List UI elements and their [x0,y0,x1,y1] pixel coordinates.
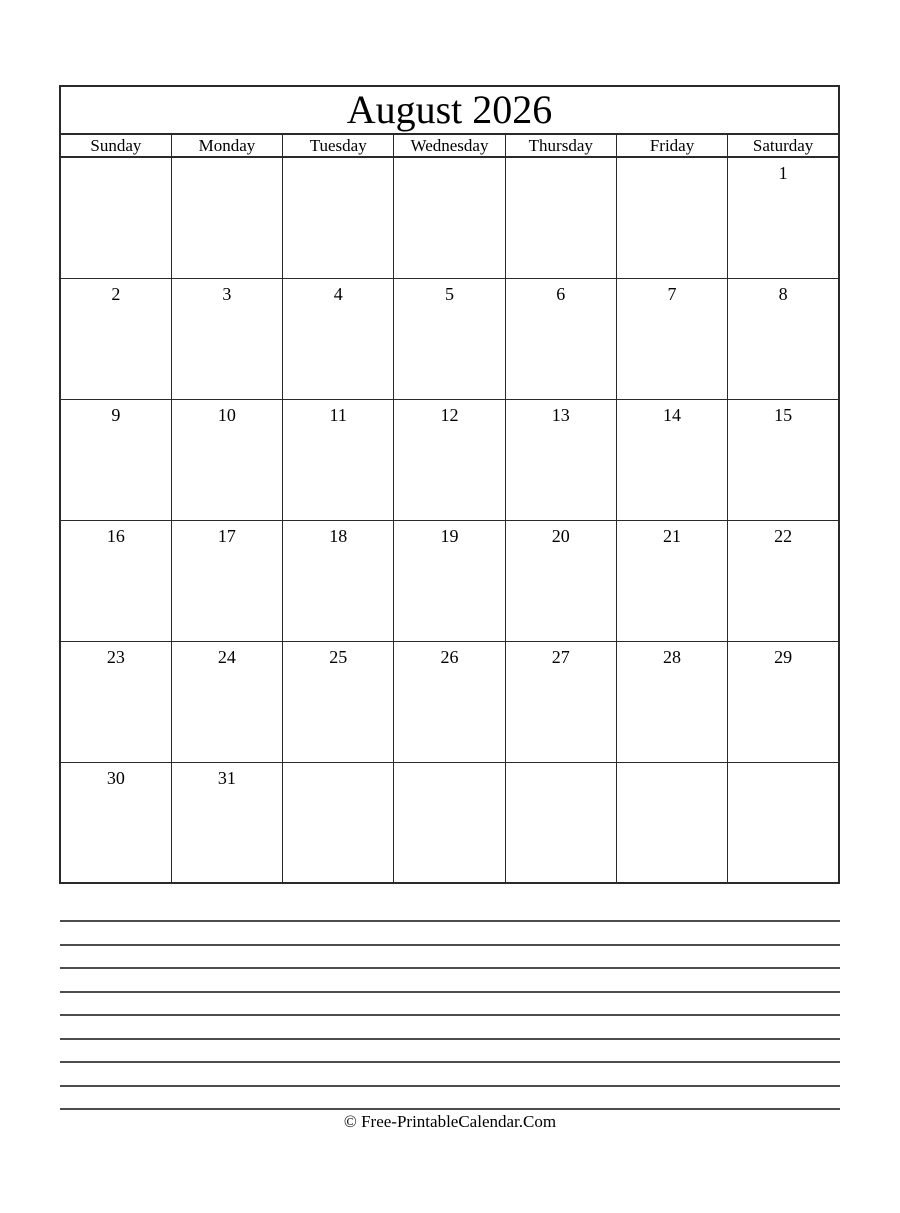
day-header-monday: Monday [171,134,282,157]
day-cell-29: 29 [728,641,839,762]
day-cell-9: 9 [60,399,171,520]
day-header-friday: Friday [616,134,727,157]
day-header-wednesday: Wednesday [394,134,505,157]
day-cell-empty [728,762,839,883]
day-cell-empty [283,157,394,278]
calendar-title: August 2026 [60,86,839,134]
note-line [60,1085,840,1087]
day-header-tuesday: Tuesday [283,134,394,157]
day-cell-31: 31 [171,762,282,883]
note-line [60,1108,840,1110]
day-cell-empty [505,157,616,278]
day-cell-15: 15 [728,399,839,520]
day-cell-empty [394,762,505,883]
day-cell-22: 22 [728,520,839,641]
day-cell-4: 4 [283,278,394,399]
day-cell-30: 30 [60,762,171,883]
day-cell-18: 18 [283,520,394,641]
day-cell-26: 26 [394,641,505,762]
day-cell-5: 5 [394,278,505,399]
note-line [60,944,840,946]
day-cell-empty [283,762,394,883]
day-cell-empty [616,157,727,278]
day-cell-17: 17 [171,520,282,641]
day-cell-24: 24 [171,641,282,762]
note-line [60,1038,840,1040]
day-cell-27: 27 [505,641,616,762]
day-cell-12: 12 [394,399,505,520]
day-cell-empty [505,762,616,883]
week-row-4 [60,520,839,641]
day-header-saturday: Saturday [728,134,839,157]
title-row [60,86,839,134]
day-cell-11: 11 [283,399,394,520]
day-cell-16: 16 [60,520,171,641]
week-row-5 [60,641,839,762]
week-row-2 [60,278,839,399]
day-cell-19: 19 [394,520,505,641]
day-cell-7: 7 [616,278,727,399]
note-line [60,991,840,993]
day-cell-23: 23 [60,641,171,762]
day-cell-1: 1 [728,157,839,278]
day-cell-28: 28 [616,641,727,762]
week-row-1 [60,157,839,278]
note-line [60,1061,840,1063]
calendar-grid [60,157,839,883]
day-cell-8: 8 [728,278,839,399]
day-header-row [60,134,839,157]
day-cell-25: 25 [283,641,394,762]
day-cell-6: 6 [505,278,616,399]
day-cell-empty [394,157,505,278]
day-cell-empty [616,762,727,883]
day-cell-empty [60,157,171,278]
copyright-footer: © Free-PrintableCalendar.Com [343,1112,557,1131]
day-header-sunday: Sunday [60,134,171,157]
day-cell-13: 13 [505,399,616,520]
day-cell-2: 2 [60,278,171,399]
day-cell-10: 10 [171,399,282,520]
day-cell-20: 20 [505,520,616,641]
calendar-table [59,85,840,884]
note-line [60,920,840,922]
note-line [60,967,840,969]
day-cell-empty [171,157,282,278]
day-cell-3: 3 [171,278,282,399]
week-row-3 [60,399,839,520]
day-header-thursday: Thursday [505,134,616,157]
notes-area [60,897,840,1117]
week-row-6 [60,762,839,883]
day-cell-14: 14 [616,399,727,520]
note-line [60,1014,840,1016]
day-cell-21: 21 [616,520,727,641]
